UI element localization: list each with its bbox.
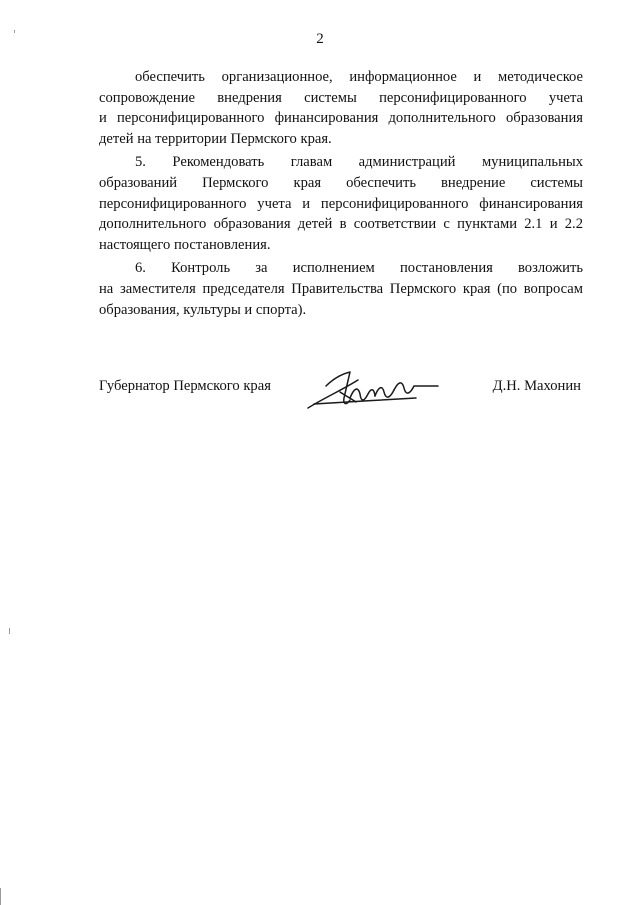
text-line: образования, культуры и спорта). [99,301,307,318]
text-line: персонифицированного учета и персонифицированного финансирования [99,195,583,212]
paragraph-item-6 [99,258,583,320]
text-line: дополнительного образования детей в соответствии с пунктами 2.1 и 2.2 [99,216,583,233]
text-line: 5. Рекомендовать главам администраций муниципальных [135,154,583,171]
text-line: сопровождение внедрения системы персонифицированного учета [99,89,583,106]
document-body [99,67,583,323]
signatory-title: Губернатор Пермского края [99,378,271,394]
text-line: образований Пермского края обеспечить внедрение системы [99,174,583,191]
text-line: 6. Контроль за исполнением постановления возложить [135,260,583,277]
scan-edge-mark [9,628,10,634]
text-line: и персонифицированного финансирования дополнительного образования [99,110,583,127]
paragraph-continuation [99,67,583,149]
text-line: обеспечить организационное, информационное и методическое [135,69,583,85]
scan-edge-mark [14,30,15,33]
text-line: на заместителя председателя Правительства Пермского края (по вопросам [99,280,583,297]
signatory-name: Д.Н. Махонин [492,378,581,394]
handwritten-signature [304,368,439,414]
signature-block [99,374,583,414]
page-number: 2 [316,31,324,47]
text-line: детей на территории Пермского края. [99,130,332,147]
text-line: настоящего постановления. [99,236,271,253]
paragraph-item-5 [99,152,583,255]
scan-edge-mark [0,888,1,905]
